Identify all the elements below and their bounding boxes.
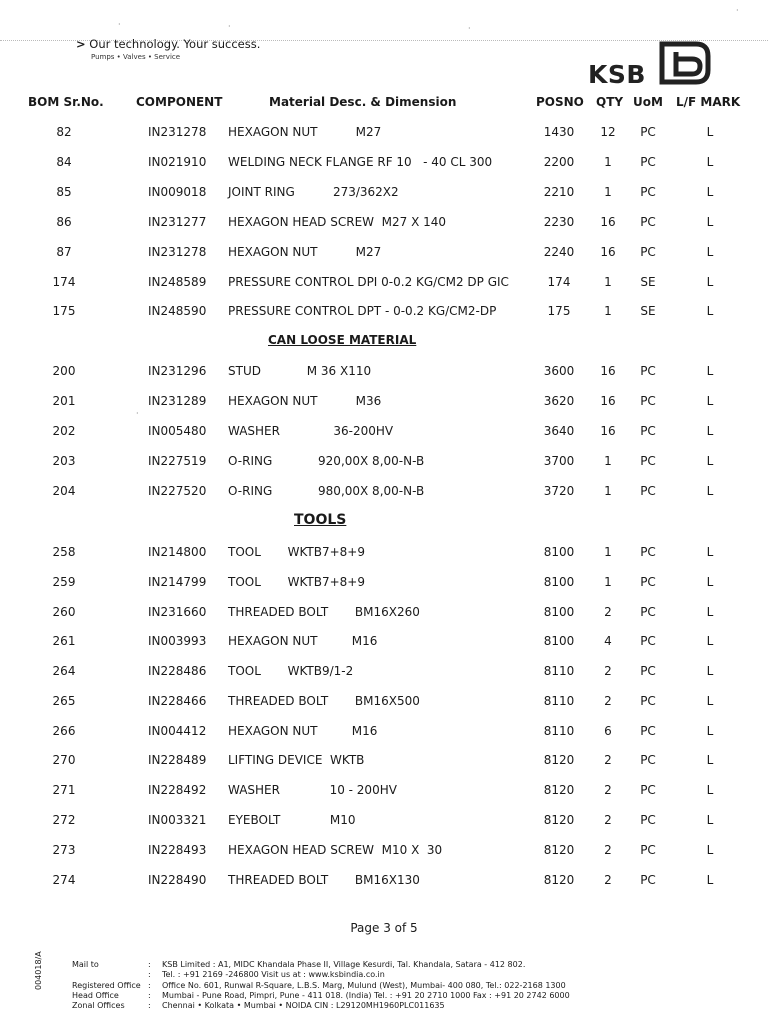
cell-component-code: IN231296	[148, 364, 207, 378]
table-row	[0, 245, 768, 265]
cell-qty: 2	[604, 843, 612, 857]
col-header-qty: QTY	[596, 95, 624, 109]
cell-uom: PC	[640, 724, 656, 738]
cell-lf-mark: L	[706, 783, 714, 797]
cell-posno: 8110	[543, 694, 575, 708]
logo-text: KSB	[588, 60, 646, 89]
scan-speck: ·	[228, 22, 231, 31]
cell-posno: 8120	[543, 843, 575, 857]
table-row	[0, 605, 768, 625]
table-row	[0, 364, 768, 384]
footer-colon: :	[148, 970, 151, 980]
side-form-code: 004018/A	[34, 951, 43, 990]
table-row	[0, 215, 768, 235]
cell-posno: 3600	[543, 364, 575, 378]
cell-bom-sr-no: 261	[52, 634, 76, 648]
footer-label: Head Office	[72, 990, 119, 1000]
table-row	[0, 753, 768, 773]
table-row	[0, 484, 768, 504]
cell-qty: 2	[604, 783, 612, 797]
cell-bom-sr-no: 266	[52, 724, 76, 738]
cell-material-desc: WASHER 10 - 200HV	[228, 783, 397, 797]
cell-qty: 1	[604, 454, 612, 468]
logo-mark-icon	[656, 40, 714, 86]
cell-material-desc: STUD M 36 X110	[228, 364, 372, 378]
table-row	[0, 575, 768, 595]
cell-component-code: IN231277	[148, 215, 207, 229]
cell-bom-sr-no: 271	[52, 783, 76, 797]
cell-uom: PC	[640, 364, 656, 378]
cell-posno: 3720	[543, 484, 575, 498]
cell-qty: 1	[604, 575, 612, 589]
cell-lf-mark: L	[706, 155, 714, 169]
cell-posno: 8110	[543, 664, 575, 678]
cell-lf-mark: L	[706, 694, 714, 708]
cell-component-code: IN248590	[148, 304, 207, 318]
cell-uom: PC	[640, 125, 656, 139]
cell-component-code: IN228493	[148, 843, 207, 857]
cell-posno: 2200	[543, 155, 575, 169]
cell-material-desc: WELDING NECK FLANGE RF 10 - 40 CL 300	[228, 155, 493, 169]
cell-lf-mark: L	[706, 724, 714, 738]
cell-component-code: IN005480	[148, 424, 207, 438]
cell-material-desc: HEXAGON HEAD SCREW M10 X 30	[228, 843, 443, 857]
cell-component-code: IN227519	[148, 454, 207, 468]
cell-qty: 1	[604, 155, 612, 169]
cell-uom: SE	[640, 304, 656, 318]
cell-component-code: IN021910	[148, 155, 207, 169]
cell-qty: 16	[600, 245, 616, 259]
scan-speck: ·	[136, 409, 139, 418]
table-row	[0, 634, 768, 654]
cell-component-code: IN228466	[148, 694, 207, 708]
cell-lf-mark: L	[706, 813, 714, 827]
tagline-arrow: >	[76, 37, 86, 51]
cell-qty: 4	[604, 634, 612, 648]
cell-qty: 1	[604, 185, 612, 199]
cell-material-desc: TOOL WKTB9/1-2	[228, 664, 354, 678]
table-row	[0, 394, 768, 414]
cell-lf-mark: L	[706, 634, 714, 648]
cell-posno: 8100	[543, 634, 575, 648]
cell-lf-mark: L	[706, 185, 714, 199]
cell-component-code: IN231289	[148, 394, 207, 408]
table-row	[0, 813, 768, 833]
cell-qty: 16	[600, 424, 616, 438]
cell-uom: PC	[640, 575, 656, 589]
cell-component-code: IN004412	[148, 724, 207, 738]
cell-material-desc: O-RING 980,00X 8,00-N-B	[228, 484, 425, 498]
cell-posno: 2230	[543, 215, 575, 229]
cell-bom-sr-no: 87	[56, 245, 72, 259]
cell-component-code: IN214799	[148, 575, 207, 589]
cell-component-code: IN228489	[148, 753, 207, 767]
cell-uom: PC	[640, 813, 656, 827]
cell-qty: 1	[604, 484, 612, 498]
cell-material-desc: HEXAGON NUT M27	[228, 125, 382, 139]
cell-bom-sr-no: 203	[52, 454, 76, 468]
cell-bom-sr-no: 200	[52, 364, 76, 378]
cell-material-desc: HEXAGON NUT M36	[228, 394, 382, 408]
cell-bom-sr-no: 82	[56, 125, 72, 139]
cell-material-desc: LIFTING DEVICE WKTB	[228, 753, 365, 767]
section-tools: TOOLS	[294, 512, 347, 528]
footer-label: Zonal Offices	[72, 1001, 125, 1011]
cell-component-code: IN231278	[148, 245, 207, 259]
cell-bom-sr-no: 274	[52, 873, 76, 887]
table-row	[0, 873, 768, 893]
cell-uom: PC	[640, 185, 656, 199]
cell-bom-sr-no: 84	[56, 155, 72, 169]
cell-lf-mark: L	[706, 364, 714, 378]
cell-posno: 8120	[543, 783, 575, 797]
col-header-uom: UoM	[633, 95, 663, 109]
cell-component-code: IN003993	[148, 634, 207, 648]
cell-lf-mark: L	[706, 545, 714, 559]
cell-bom-sr-no: 259	[52, 575, 76, 589]
cell-qty: 2	[604, 753, 612, 767]
cell-material-desc: O-RING 920,00X 8,00-N-B	[228, 454, 425, 468]
footer-label: Mail to	[72, 960, 99, 969]
footer-label: Registered Office	[72, 980, 141, 990]
cell-lf-mark: L	[706, 275, 714, 289]
cell-posno: 8120	[543, 753, 575, 767]
cell-lf-mark: L	[706, 125, 714, 139]
cell-bom-sr-no: 264	[52, 664, 76, 678]
table-row	[0, 843, 768, 863]
cell-component-code: IN009018	[148, 185, 207, 199]
tagline-subline: Pumps • Valves • Service	[91, 53, 181, 61]
table-row	[0, 694, 768, 714]
cell-lf-mark: L	[706, 394, 714, 408]
cell-qty: 1	[604, 545, 612, 559]
cell-uom: PC	[640, 873, 656, 887]
cell-bom-sr-no: 175	[52, 304, 76, 318]
table-row	[0, 304, 768, 324]
footer-value: Mumbai - Pune Road, Pimpri, Pune - 411 018. (India) Tel. : +91 20 2710 1000 Fax : +91 20 2742 6000	[162, 990, 570, 1000]
cell-bom-sr-no: 174	[52, 275, 76, 289]
col-header-lf-mark: L/F MARK	[676, 95, 741, 109]
table-row	[0, 424, 768, 444]
footer-colon: :	[148, 980, 151, 990]
cell-qty: 2	[604, 664, 612, 678]
footer-value: Office No. 601, Runwal R-Square, L.B.S. Marg, Mulund (West), Mumbai- 400 080, Tel.: 022-2168 1300	[162, 980, 566, 990]
cell-bom-sr-no: 202	[52, 424, 76, 438]
cell-material-desc: THREADED BOLT BM16X500	[228, 694, 420, 708]
cell-material-desc: PRESSURE CONTROL DPI 0-0.2 KG/CM2 DP GIC	[228, 275, 509, 289]
cell-uom: PC	[640, 605, 656, 619]
cell-posno: 1430	[543, 125, 575, 139]
cell-posno: 8120	[543, 813, 575, 827]
cell-qty: 2	[604, 694, 612, 708]
cell-bom-sr-no: 273	[52, 843, 76, 857]
tagline-text: Our technology. Your success.	[89, 37, 261, 51]
cell-lf-mark: L	[706, 484, 714, 498]
footer-colon: :	[148, 960, 151, 969]
cell-uom: PC	[640, 454, 656, 468]
cell-material-desc: THREADED BOLT BM16X260	[228, 605, 420, 619]
cell-lf-mark: L	[706, 424, 714, 438]
cell-posno: 175	[547, 304, 571, 318]
table-row	[0, 545, 768, 565]
table-row	[0, 783, 768, 803]
cell-bom-sr-no: 265	[52, 694, 76, 708]
cell-material-desc: HEXAGON NUT M27	[228, 245, 382, 259]
cell-lf-mark: L	[706, 664, 714, 678]
cell-bom-sr-no: 272	[52, 813, 76, 827]
table-row	[0, 275, 768, 295]
cell-posno: 8100	[543, 605, 575, 619]
cell-lf-mark: L	[706, 843, 714, 857]
cell-component-code: IN003321	[148, 813, 207, 827]
cell-component-code: IN227520	[148, 484, 207, 498]
cell-lf-mark: L	[706, 873, 714, 887]
cell-uom: PC	[640, 753, 656, 767]
cell-qty: 16	[600, 215, 616, 229]
footer-value: KSB Limited : A1, MIDC Khandala Phase II, Village Kesurdi, Tal. Khandala, Satara - 412 802.	[162, 960, 526, 969]
cell-lf-mark: L	[706, 575, 714, 589]
cell-uom: PC	[640, 394, 656, 408]
cell-component-code: IN228486	[148, 664, 207, 678]
cell-posno: 3620	[543, 394, 575, 408]
cell-material-desc: WASHER 36-200HV	[228, 424, 394, 438]
cell-posno: 2210	[543, 185, 575, 199]
cell-uom: PC	[640, 424, 656, 438]
cell-lf-mark: L	[706, 304, 714, 318]
cell-qty: 2	[604, 605, 612, 619]
cell-lf-mark: L	[706, 605, 714, 619]
cell-uom: PC	[640, 783, 656, 797]
cell-uom: PC	[640, 843, 656, 857]
cell-posno: 8100	[543, 575, 575, 589]
cell-material-desc: TOOL WKTB7+8+9	[228, 575, 365, 589]
cell-uom: PC	[640, 694, 656, 708]
cell-posno: 174	[547, 275, 571, 289]
cell-component-code: IN228490	[148, 873, 207, 887]
table-row	[0, 454, 768, 474]
cell-material-desc: PRESSURE CONTROL DPT - 0-0.2 KG/CM2-DP	[228, 304, 497, 318]
scan-speck: ·	[736, 6, 739, 15]
col-header-component: COMPONENT	[136, 95, 223, 109]
tagline	[76, 37, 260, 51]
footer-colon: :	[148, 990, 151, 1000]
cell-posno: 3640	[543, 424, 575, 438]
cell-qty: 12	[600, 125, 616, 139]
footer-value: Chennai • Kolkata • Mumbai • NOIDA CIN : L29120MH1960PLC011635	[162, 1001, 445, 1011]
cell-material-desc: THREADED BOLT BM16X130	[228, 873, 420, 887]
cell-bom-sr-no: 260	[52, 605, 76, 619]
cell-uom: PC	[640, 545, 656, 559]
cell-lf-mark: L	[706, 215, 714, 229]
cell-material-desc: HEXAGON NUT M16	[228, 634, 378, 648]
cell-material-desc: HEXAGON NUT M16	[228, 724, 378, 738]
cell-uom: PC	[640, 664, 656, 678]
cell-material-desc: TOOL WKTB7+8+9	[228, 545, 365, 559]
cell-lf-mark: L	[706, 245, 714, 259]
cell-bom-sr-no: 85	[56, 185, 72, 199]
col-header-posno: POSNO	[536, 95, 584, 109]
cell-uom: PC	[640, 484, 656, 498]
cell-uom: PC	[640, 634, 656, 648]
col-header-material-desc: Material Desc. & Dimension	[269, 95, 457, 109]
cell-component-code: IN231278	[148, 125, 207, 139]
cell-uom: SE	[640, 275, 656, 289]
cell-component-code: IN231660	[148, 605, 207, 619]
table-row	[0, 664, 768, 684]
cell-material-desc: JOINT RING 273/362X2	[228, 185, 399, 199]
cell-uom: PC	[640, 155, 656, 169]
cell-posno: 8100	[543, 545, 575, 559]
cell-component-code: IN248589	[148, 275, 207, 289]
table-row	[0, 724, 768, 744]
table-row	[0, 155, 768, 175]
cell-qty: 6	[604, 724, 612, 738]
cell-qty: 16	[600, 364, 616, 378]
footer-colon: :	[148, 1001, 151, 1011]
section-can-loose-material: CAN LOOSE MATERIAL	[268, 333, 417, 347]
cell-posno: 3700	[543, 454, 575, 468]
cell-qty: 1	[604, 275, 612, 289]
cell-qty: 16	[600, 394, 616, 408]
cell-uom: PC	[640, 215, 656, 229]
scan-speck: ·	[118, 20, 121, 29]
col-header-bom-sr-no: BOM Sr.No.	[28, 95, 104, 109]
cell-bom-sr-no: 201	[52, 394, 76, 408]
cell-bom-sr-no: 204	[52, 484, 76, 498]
cell-qty: 1	[604, 304, 612, 318]
cell-material-desc: EYEBOLT M10	[228, 813, 356, 827]
table-row	[0, 185, 768, 205]
page-number: Page 3 of 5	[350, 921, 418, 935]
cell-qty: 2	[604, 873, 612, 887]
cell-bom-sr-no: 270	[52, 753, 76, 767]
cell-component-code: IN228492	[148, 783, 207, 797]
cell-lf-mark: L	[706, 454, 714, 468]
table-row	[0, 125, 768, 145]
footer-value: Tel. : +91 2169 -246800 Visit us at : www.ksbindia.co.in	[162, 970, 385, 980]
cell-lf-mark: L	[706, 753, 714, 767]
cell-component-code: IN214800	[148, 545, 207, 559]
cell-posno: 8110	[543, 724, 575, 738]
scan-speck: ·	[468, 24, 471, 33]
cell-posno: 8120	[543, 873, 575, 887]
cell-material-desc: HEXAGON HEAD SCREW M27 X 140	[228, 215, 447, 229]
cell-posno: 2240	[543, 245, 575, 259]
cell-uom: PC	[640, 245, 656, 259]
cell-qty: 2	[604, 813, 612, 827]
cell-bom-sr-no: 86	[56, 215, 72, 229]
ksb-logo	[588, 40, 718, 92]
cell-bom-sr-no: 258	[52, 545, 76, 559]
